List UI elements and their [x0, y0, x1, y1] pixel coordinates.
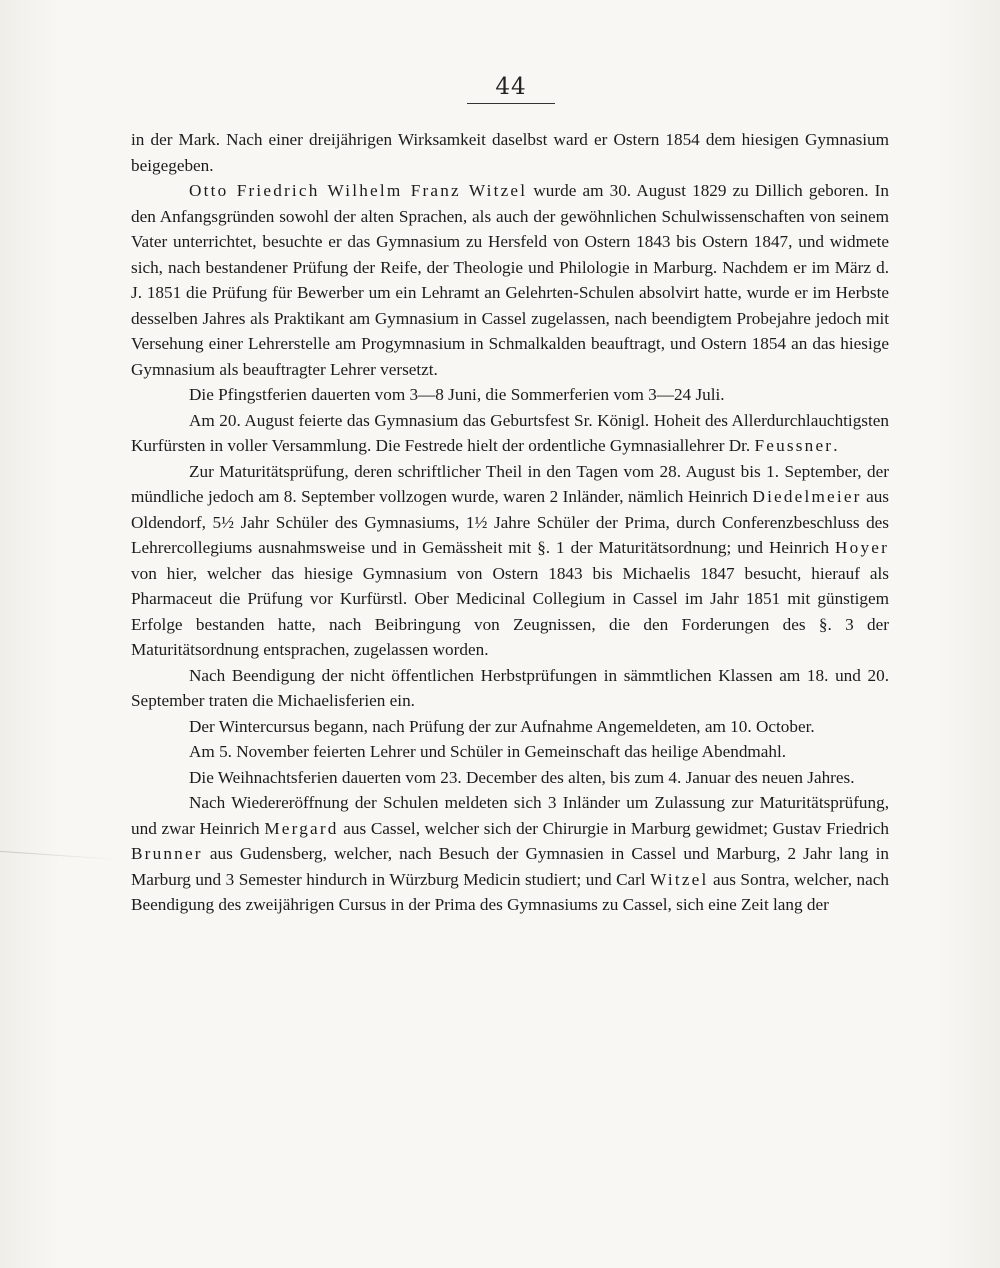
paragraph-text: Am 5. November feierten Lehrer und Schüler in Gemeinschaft das heilige Abendmahl. [189, 742, 787, 761]
paragraph-text: . [833, 436, 838, 455]
paragraph-text: Am 20. August feierte das Gymnasium das Geburtsfest Sr. Königl. Hoheit des Allerdurchlauchtigsten Kurfürsten in voller Versammlung. Die Festrede hielt der ordentliche Gymnasiallehrer Dr. [131, 410, 889, 455]
paragraph [131, 408, 889, 459]
paragraph [131, 739, 889, 765]
paragraph-text: in der Mark. Nach einer dreijährigen Wirksamkeit daselbst ward er Ostern 1854 dem hiesigen Gymnasium beigegeben. [131, 130, 889, 175]
paragraph-text: wurde am 30. August 1829 zu Dillich geboren. In den Anfangsgründen sowohl der alten Sprachen, als auch der gewöhnlichen Schulwissenschaften von seinem Vater unterrichtet, besuchte er das Gymnasium zu Hersfeld von Ostern 1843 bis Ostern 1847, und widmete sich, nach bestandener Prüfung der Reife, der Theologie und Philologie in Marburg. Nachdem er im März d. J. 1851 die Prüfung für Bewerber um ein Lehramt an Gelehrten-Schulen absolvirt hatte, wurde er im Herbste desselben Jahres als Praktikant am Gymnasium in Cassel zugelassen, nach beendigtem Probejahre jedoch mit Versehung einer Lehrerstelle am Progymnasium in Schmalkalden beauftragt, und Ostern 1854 an das hiesige Gymnasium als beauftragter Lehrer versetzt. [131, 181, 889, 379]
paragraph-text: von hier, welcher das hiesige Gymnasium von Ostern 1843 bis Michaelis 1847 besucht, hierauf als Pharmaceut die Prüfung vor Kurfürstl. Ober Medicinal Collegium in Cassel im Jahr 1851 mit günstigem Erfolge bestanden hatte, nach Beibringung von Zeugnissen, die den Forderungen des §. 3 der Maturitätsordnung entsprachen, zugelassen worden. [131, 563, 889, 659]
header-rule [467, 103, 555, 104]
paragraph [131, 714, 889, 740]
paragraph [131, 790, 889, 918]
paragraph [131, 765, 889, 791]
page-number: 44 [495, 74, 527, 100]
paragraph-text: Nach Wiedereröffnung der Schulen meldeten sich 3 Inländer um Zulassung zur Maturitätsprüfung, und zwar Heinrich [131, 793, 889, 838]
person-name: Hoyer [835, 538, 889, 557]
paragraph-text: Die Pfingstferien dauerten vom 3—8 Juni, die Sommerferien vom 3—24 Juli. [189, 385, 725, 404]
person-name: Feussner [754, 436, 834, 455]
paragraph-text: Der Wintercursus begann, nach Prüfung der zur Aufnahme Angemeldeten, am 10. October. [189, 716, 815, 736]
person-name: Brunner [131, 844, 203, 863]
paragraph [131, 127, 889, 178]
person-name: Mergard [264, 818, 339, 838]
paragraph-text: aus Gudensberg, welcher, nach Besuch der Gymnasien in Cassel und Marburg, 2 Jahr lang in Marburg und 3 Semester hindurch in Würzburg Medicin studiert; und Carl [131, 844, 889, 889]
paragraph [131, 459, 889, 663]
person-name: Diedelmeier [752, 487, 862, 506]
person-name: Witzel [650, 869, 709, 889]
body-text [131, 127, 889, 918]
paragraph [131, 178, 889, 382]
paragraph-text: aus Sontra, welcher, nach Beendigung des zweijährigen Cursus in der Prima des Gymnasiums zu Cassel, sich eine Zeit lang der [131, 869, 889, 914]
paragraph-text: aus Cassel, welcher sich der Chirurgie in Marburg gewidmet; Gustav Friedrich [338, 818, 890, 838]
paragraph-text: Nach Beendigung der nicht öffentlichen Herbstprüfungen in sämmtlichen Klassen am 18. und 20. September traten die Michaelisferien ein. [131, 665, 889, 710]
paragraph [131, 382, 889, 408]
page-crease [0, 851, 120, 860]
paragraph-text: aus Oldendorf, 5½ Jahr Schüler des Gymnasiums, 1½ Jahre Schüler der Prima, durch Conferenzbeschluss des Lehrercollegiums ausnahmsweise und in Gemässheit mit §. 1 der Maturitätsordnung; und Heinrich [131, 487, 889, 557]
paragraph-text: Zur Maturitätsprüfung, deren schriftlicher Theil in den Tagen vom 28. August bis 1. September, der mündliche jedoch am 8. September vollzogen wurde, waren 2 Inländer, nämlich Heinrich [131, 461, 889, 506]
person-name: Otto Friedrich Wilhelm Franz Witzel [189, 181, 528, 200]
paragraph [131, 663, 889, 714]
paragraph-text: Die Weihnachtsferien dauerten vom 23. December des alten, bis zum 4. Januar des neuen Jahres. [189, 767, 855, 787]
